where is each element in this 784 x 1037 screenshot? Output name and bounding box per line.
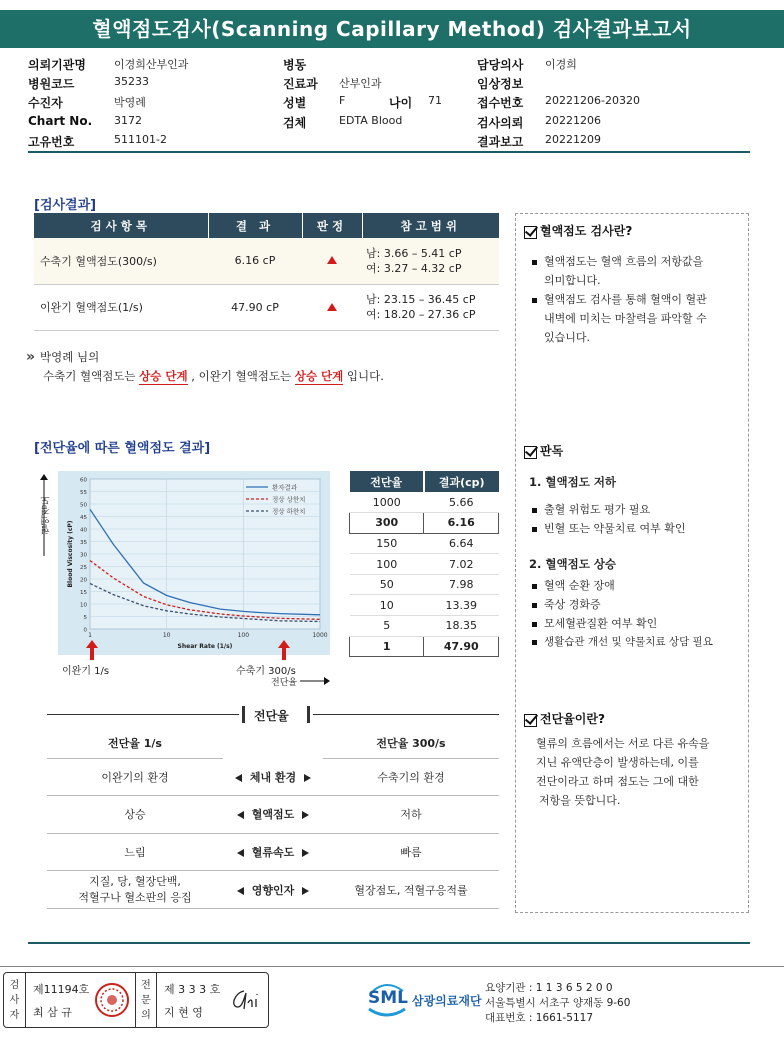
compare-mid-label: 혈액점도 <box>251 808 295 822</box>
side-sub1-bullets <box>532 500 746 538</box>
compare-mid <box>223 871 323 909</box>
ref-female: 여: 18.20 – 27.36 cP <box>366 308 476 321</box>
bullet-icon <box>532 508 537 513</box>
divider-line-left <box>47 714 239 715</box>
shear-result-cell: 18.35 <box>424 616 499 637</box>
specialist-license-no: 제 3 3 3 호 <box>164 983 221 996</box>
left-triangle-icon <box>237 849 244 857</box>
col-header-reference: 참고범위 <box>362 213 499 238</box>
footer-divider <box>28 942 750 944</box>
table-row <box>47 796 499 834</box>
value-department: 산부인과 <box>339 77 382 90</box>
list-item <box>532 252 746 271</box>
shear-rate-cell: 50 <box>350 574 424 595</box>
x-tick-label: 10 <box>162 632 171 639</box>
signature-box <box>3 972 269 1028</box>
specialist-label <box>135 973 157 1027</box>
side-q3 <box>524 710 605 727</box>
bullet-icon <box>532 260 537 265</box>
bullet-text: 출혈 위험도 평가 필요 <box>544 503 651 516</box>
results-table <box>34 213 499 331</box>
legend-label: 정상 상한치 <box>272 495 306 504</box>
side-q3-line: 저항을 뜻합니다. <box>539 794 621 807</box>
examiner-label-char: 자 <box>9 1010 20 1021</box>
table-row <box>34 284 499 330</box>
diastolic-marker-arrow-icon <box>86 640 98 663</box>
ref-male: 남: 23.15 – 36.45 cP <box>366 293 476 306</box>
results-section-title: [검사결과] <box>34 198 97 213</box>
label-report-date: 결과보고 <box>477 135 524 149</box>
value-hospital-code: 35233 <box>114 75 149 88</box>
side-q3-line: 전단이라고 하며 점도는 그에 대한 <box>536 775 699 788</box>
right-triangle-icon <box>304 774 311 782</box>
summary-post: 입니다. <box>346 369 384 383</box>
shear-result-cell: 7.98 <box>424 574 499 595</box>
y-tick-label: 20 <box>80 577 87 584</box>
y-side-label: 혈액점도 <box>41 496 52 534</box>
side-q1 <box>524 222 632 239</box>
left-triangle-icon <box>237 887 244 895</box>
bullet-icon <box>532 603 537 608</box>
x-side-label: 전단율 <box>271 678 298 688</box>
systolic-marker-label: 수축기 300/s <box>236 666 296 677</box>
bullet-text: 생활습관 개선 및 약물치료 상담 필요 <box>544 636 713 648</box>
table-row <box>34 238 499 284</box>
x-tick-label: 1000 <box>312 632 328 639</box>
list-item <box>532 519 746 538</box>
up-arrow-icon <box>327 303 337 311</box>
patient-line: 박영례 님의 <box>40 350 100 364</box>
signature-icon <box>226 985 264 1018</box>
value-request-date: 20221206 <box>545 114 601 127</box>
table-row <box>350 513 499 534</box>
y-tick-label: 55 <box>80 490 87 496</box>
summary-pre: 수축기 혈액점도는 <box>43 369 136 383</box>
compare-right: 수축기의 환경 <box>323 758 499 796</box>
value-report-date: 20221209 <box>545 133 601 146</box>
left-triangle-icon <box>237 811 244 819</box>
value-age: 71 <box>428 94 442 107</box>
compare-right: 저하 <box>323 796 499 834</box>
side-q1-title: 혈액점도 검사란? <box>540 224 633 238</box>
side-sub1-title: 1. 혈액점도 저하 <box>529 475 617 489</box>
bullet-text: 죽상 경화증 <box>544 598 601 611</box>
side-q3-title: 전단율이란? <box>540 712 605 726</box>
viscosity-chart <box>58 471 330 655</box>
shear-rate-cell: 300 <box>350 513 424 534</box>
org-phone: 대표번호 : 1661-5117 <box>485 1012 594 1024</box>
header-col-2 <box>283 56 473 133</box>
side-q2 <box>524 442 563 459</box>
value-institution: 이경희산부인과 <box>114 58 189 71</box>
table-row <box>350 492 499 513</box>
compare-header-row <box>47 728 499 758</box>
specialist-label-char: 전 <box>141 980 151 991</box>
compare-left: 상승 <box>47 796 223 834</box>
bullet-icon <box>532 527 537 532</box>
list-item <box>532 500 746 519</box>
value-patient: 박영례 <box>114 96 146 109</box>
compare-left-line-2: 적혈구나 혈소판의 응집 <box>78 890 192 904</box>
table-row <box>350 554 499 575</box>
shear-rate-cell: 100 <box>350 554 424 575</box>
y-tick-label: 15 <box>80 590 87 596</box>
checkbox-icon <box>524 446 537 459</box>
col-header-result-cp: 결과(cp) <box>424 471 499 492</box>
list-item <box>532 614 752 633</box>
side-sub2-bullets <box>532 576 752 652</box>
result-item: 이완기 혈액점도(1/s) <box>34 284 208 330</box>
value-doctor: 이경희 <box>545 58 577 71</box>
compare-mid-label: 체내 환경 <box>249 770 297 784</box>
compare-head-left: 전단율 1/s <box>47 728 223 758</box>
value-receipt-no: 20221206-20320 <box>545 94 640 107</box>
double-chevron-icon: » <box>26 349 36 365</box>
reference-range <box>362 238 499 284</box>
col-header-result: 결 과 <box>208 213 302 238</box>
examiner-label-char: 사 <box>9 995 20 1006</box>
label-ward: 병동 <box>283 58 307 72</box>
result-value: 6.16 cP <box>208 238 302 284</box>
list-item <box>532 595 752 614</box>
label-unique-no: 고유번호 <box>28 135 75 149</box>
legend-label: 환자결과 <box>272 483 298 492</box>
compare-left: 이완기의 환경 <box>47 758 223 796</box>
x-tick-label: 1 <box>88 632 92 639</box>
patient-summary <box>26 349 384 384</box>
info-side-box <box>515 213 749 913</box>
label-department: 진료과 <box>283 77 318 91</box>
divider-bar-left <box>242 706 245 723</box>
shear-rate-table <box>349 471 499 657</box>
flag-cell <box>302 284 362 330</box>
header-divider <box>28 151 750 153</box>
compare-mid <box>223 796 323 834</box>
label-clinical-info: 임상정보 <box>477 77 524 91</box>
bullet-icon <box>532 298 537 303</box>
divider-line-right <box>313 714 499 715</box>
table-row <box>350 574 499 595</box>
side-q3-text <box>536 734 746 810</box>
systolic-stage: 상승 단계 <box>139 369 188 383</box>
y-tick-label: 5 <box>83 615 87 621</box>
right-triangle-icon <box>302 849 309 857</box>
flag-cell <box>302 238 362 284</box>
right-triangle-icon <box>302 887 309 895</box>
shear-result-cell: 13.39 <box>424 595 499 616</box>
side-sub2-title: 2. 혈액점도 상승 <box>529 557 617 571</box>
col-header-item: 검사항목 <box>34 213 208 238</box>
list-item <box>532 290 746 309</box>
bullet-text: 있습니다. <box>544 331 591 344</box>
value-sex: F <box>339 94 346 107</box>
report-title: 혈액점도검사(Scanning Capillary Method) 검사결과보고서 <box>0 10 784 48</box>
ref-male: 남: 3.66 – 5.41 cP <box>366 246 462 260</box>
systolic-marker-arrow-icon <box>278 640 290 663</box>
examiner-label <box>4 973 26 1027</box>
compare-left: 느림 <box>47 833 223 871</box>
result-value: 47.90 cP <box>208 284 302 330</box>
examiner-license-no: 제11194호 <box>33 983 90 996</box>
y-tick-label: 45 <box>80 515 87 521</box>
compare-mid-label: 혈류속도 <box>251 845 295 859</box>
reference-range <box>362 284 499 330</box>
seal-icon <box>94 982 130 1021</box>
x-axis-label: Shear Rate (1/s) <box>177 643 233 650</box>
right-triangle-icon <box>302 811 309 819</box>
diastolic-marker-label: 이완기 1/s <box>62 666 110 677</box>
compare-left <box>47 871 223 909</box>
shear-rate-cell: 1000 <box>350 492 424 513</box>
left-triangle-icon <box>235 774 242 782</box>
compare-right: 혈장점도, 적혈구응적률 <box>323 871 499 909</box>
y-axis-label: Blood Viscosity (cP) <box>67 520 74 588</box>
shear-result-cell: 7.02 <box>424 554 499 575</box>
org-code: 요양기관 : 1 1 3 6 5 2 0 0 <box>485 982 613 994</box>
bullet-icon <box>532 584 537 589</box>
y-tick-label: 40 <box>80 527 87 534</box>
summary-mid: , 이완기 혈액점도는 <box>191 369 292 383</box>
result-item: 수축기 혈액점도(300/s) <box>34 238 208 284</box>
y-tick-label: 0 <box>83 627 87 634</box>
shear-section-title: [전단율에 따른 혈액점도 결과] <box>34 441 211 456</box>
side-q3-line: 혈류의 흐름에서는 서로 다른 유속을 <box>536 737 710 750</box>
org-info <box>485 981 630 1026</box>
compare-mid-label: 영향인자 <box>251 883 295 897</box>
examiner-label-char: 검 <box>9 980 20 991</box>
ref-female: 여: 3.27 – 4.32 cP <box>366 261 462 275</box>
list-item <box>532 633 752 652</box>
col-header-flag: 판정 <box>302 213 362 238</box>
value-specimen: EDTA Blood <box>339 114 403 127</box>
label-receipt-no: 접수번호 <box>477 96 524 110</box>
y-tick-label: 60 <box>80 477 87 484</box>
checkbox-icon <box>524 714 537 727</box>
divider-bar-right <box>307 706 310 723</box>
bullet-text: 혈액 순환 장애 <box>544 579 615 592</box>
up-arrow-icon <box>327 256 337 264</box>
shear-result-cell: 6.16 <box>424 513 499 534</box>
label-age: 나이 <box>389 96 413 110</box>
org-name: 삼광의료재단 <box>412 994 482 1008</box>
compare-right: 빠름 <box>323 833 499 871</box>
side-q3-line: 지닌 유액단층이 발생하는데, 이를 <box>536 756 699 769</box>
examiner-name: 최 삼 규 <box>33 1006 72 1019</box>
bullet-text: 내벽에 미치는 마찰력을 파악할 수 <box>544 312 707 325</box>
shear-rate-cell: 1 <box>350 636 424 657</box>
x-side-arrow-icon <box>300 676 330 689</box>
label-specimen: 검체 <box>283 116 307 130</box>
y-tick-label: 10 <box>80 602 87 609</box>
list-item <box>532 576 752 595</box>
label-hospital-code: 병원코드 <box>28 77 75 91</box>
table-row <box>350 533 499 554</box>
bullet-text: 빈혈 또는 약물치료 여부 확인 <box>544 522 686 535</box>
bullet-text: 혈액점도는 혈액 흐름의 저항값을 <box>544 255 704 268</box>
specialist-label-char: 의 <box>141 1010 151 1021</box>
shear-rate-cell: 10 <box>350 595 424 616</box>
specialist-name: 지 현 영 <box>164 1006 203 1019</box>
compare-mid <box>223 758 323 796</box>
label-request-date: 검사의뢰 <box>477 116 524 130</box>
table-row <box>47 758 499 796</box>
compare-head-mid <box>223 728 323 758</box>
label-patient: 수진자 <box>28 96 63 110</box>
table-row <box>47 833 499 871</box>
shear-rate-cell: 150 <box>350 533 424 554</box>
bullet-icon <box>532 640 537 645</box>
table-row <box>350 636 499 657</box>
label-doctor: 담당의사 <box>477 58 524 72</box>
label-chart-no: Chart No. <box>28 114 93 128</box>
compare-left-line-1: 지질, 당, 혈장단백, <box>89 874 181 888</box>
checkbox-icon <box>524 226 537 239</box>
shear-result-cell: 5.66 <box>424 492 499 513</box>
bullet-text: 의미합니다. <box>544 274 601 287</box>
shear-rate-cell: 5 <box>350 616 424 637</box>
y-tick-label: 30 <box>80 552 87 559</box>
logo-text: SML <box>368 988 408 1008</box>
header-col-1 <box>28 56 278 152</box>
col-header-shear-rate: 전단율 <box>350 471 424 492</box>
label-institution: 의뢰기관명 <box>28 58 86 72</box>
y-tick-label: 50 <box>80 502 87 509</box>
side-q2-title: 판독 <box>540 444 564 458</box>
footer-line <box>0 966 784 967</box>
org-address: 서울특별시 서초구 양재동 9-60 <box>485 997 631 1009</box>
y-tick-label: 35 <box>80 540 87 546</box>
shear-result-cell: 47.90 <box>424 636 499 657</box>
shear-result-cell: 6.64 <box>424 533 499 554</box>
bullet-text: 혈액점도 검사를 통해 혈액이 혈관 <box>544 293 707 306</box>
value-unique-no: 511101-2 <box>114 133 167 146</box>
header-col-3 <box>477 56 767 152</box>
table-row <box>47 871 499 909</box>
header-info <box>0 56 784 152</box>
legend-label: 정상 하한치 <box>272 507 306 516</box>
compare-divider-title: 전단율 <box>254 709 289 723</box>
specialist-label-char: 문 <box>141 995 151 1006</box>
bullet-icon <box>532 622 537 627</box>
x-tick-label: 100 <box>237 632 250 639</box>
value-chart-no: 3172 <box>114 114 142 127</box>
compare-mid <box>223 833 323 871</box>
y-tick-label: 25 <box>80 565 87 571</box>
table-row <box>350 595 499 616</box>
compare-head-right: 전단율 300/s <box>323 728 499 758</box>
label-sex: 성별 <box>283 96 307 110</box>
shear-compare-table <box>47 728 499 909</box>
bullet-text: 모세혈관질환 여부 확인 <box>544 617 658 630</box>
side-q1-bullets <box>532 252 746 347</box>
diastolic-stage: 상승 단계 <box>294 369 344 383</box>
table-row <box>350 616 499 637</box>
